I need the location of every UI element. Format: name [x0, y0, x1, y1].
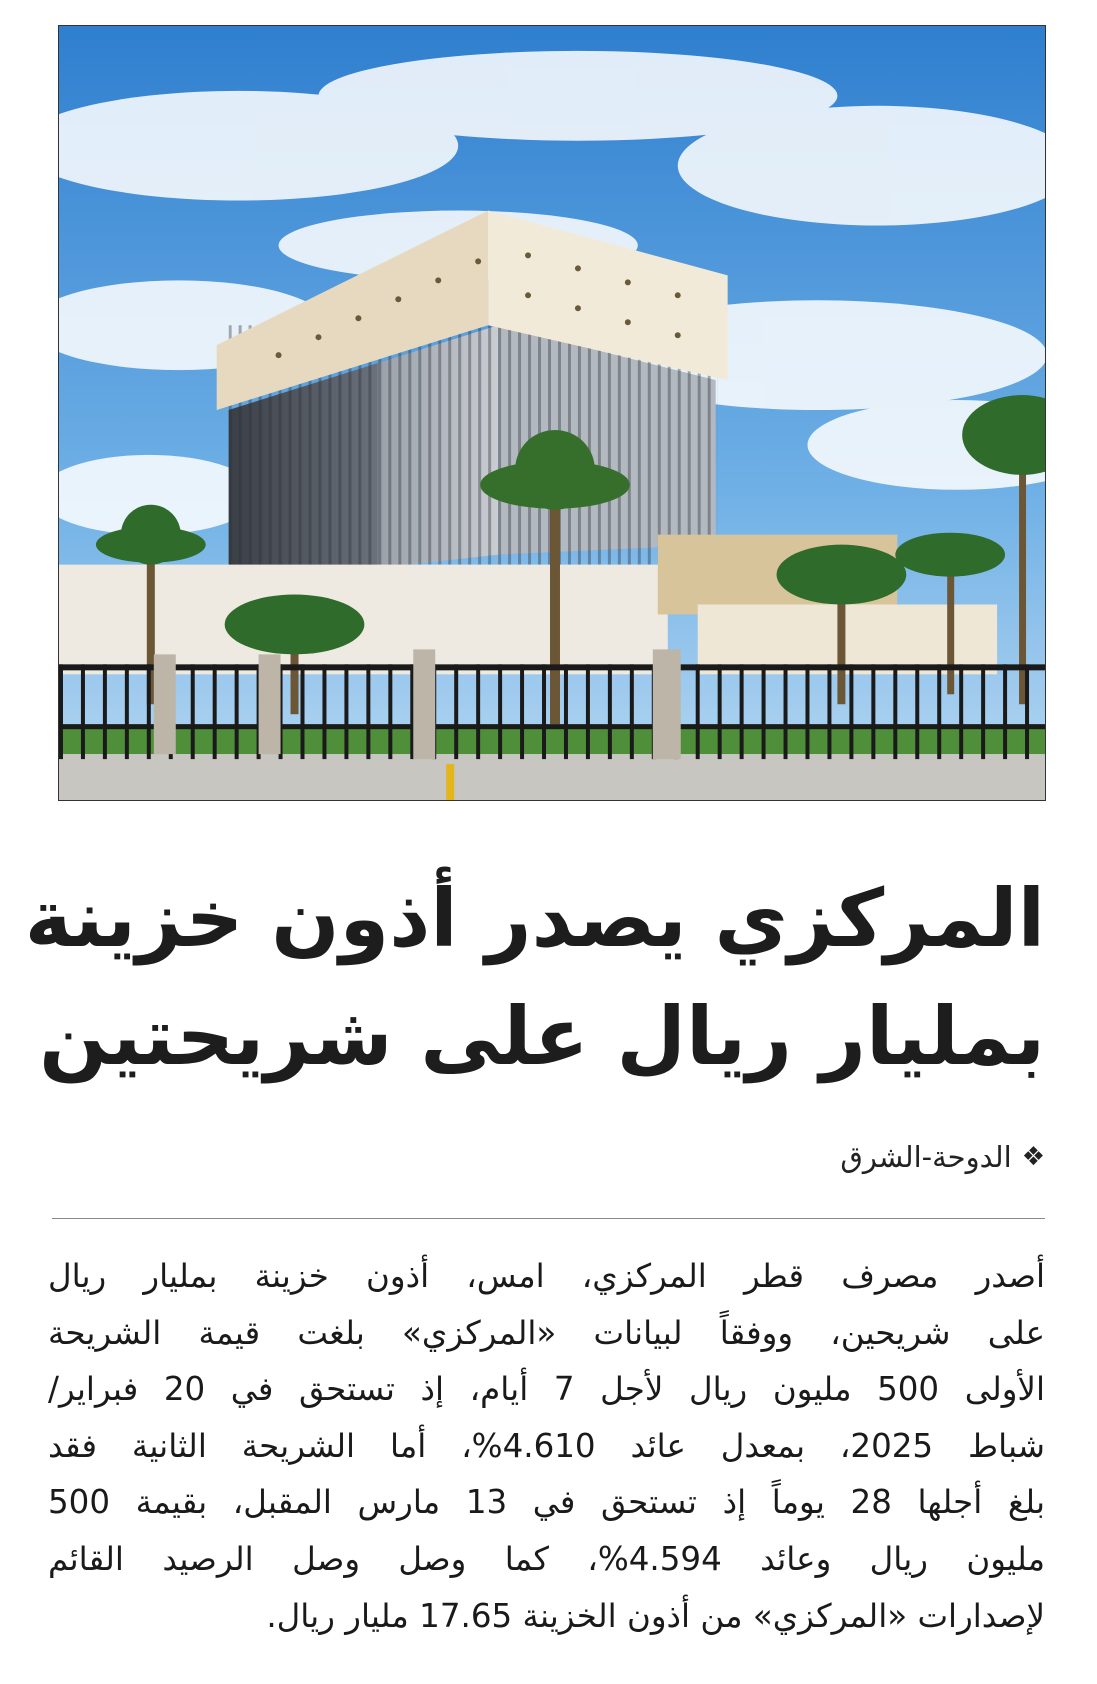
- diamond-icon: ❖: [1021, 1142, 1045, 1172]
- body-line: الأولى 500 مليون ريال لأجل 7 أيام، إذ تستحق في 20 فبراير/: [48, 1370, 1045, 1409]
- byline-text: الدوحة-الشرق: [840, 1140, 1012, 1174]
- headline-line-2: بمليار ريال على شريحتين: [39, 990, 1045, 1083]
- body-line: مليون ريال وعائد 4.594%، كما وصل وصل الرصيد القائم: [48, 1539, 1045, 1578]
- byline: [840, 1140, 1045, 1174]
- body-line: على شريحين، ووفقاً لبيانات «المركزي» بلغت قيمة الشريحة: [48, 1313, 1045, 1352]
- body-line: لإصدارات «المركزي» من أذون الخزينة 17.65 مليار ريال.: [266, 1596, 1045, 1635]
- headline-line-1: المركزي يصدر أذون خزينة: [24, 872, 1045, 965]
- body-line: بلغ أجلها 28 يوماً إذ تستحق في 13 مارس المقبل، بقيمة 500: [48, 1483, 1045, 1522]
- body-line: شباط 2025، بمعدل عائد 4.610%، أما الشريحة الثانية فقد: [48, 1426, 1046, 1465]
- central-bank-building-photo: [59, 26, 1045, 800]
- body-line: أصدر مصرف قطر المركزي، امس، أذون خزينة بمليار ريال: [48, 1257, 1045, 1295]
- article-photo: [58, 25, 1046, 801]
- article-body: [48, 1248, 1045, 1644]
- divider: [52, 1218, 1045, 1219]
- headline: [24, 860, 1045, 1096]
